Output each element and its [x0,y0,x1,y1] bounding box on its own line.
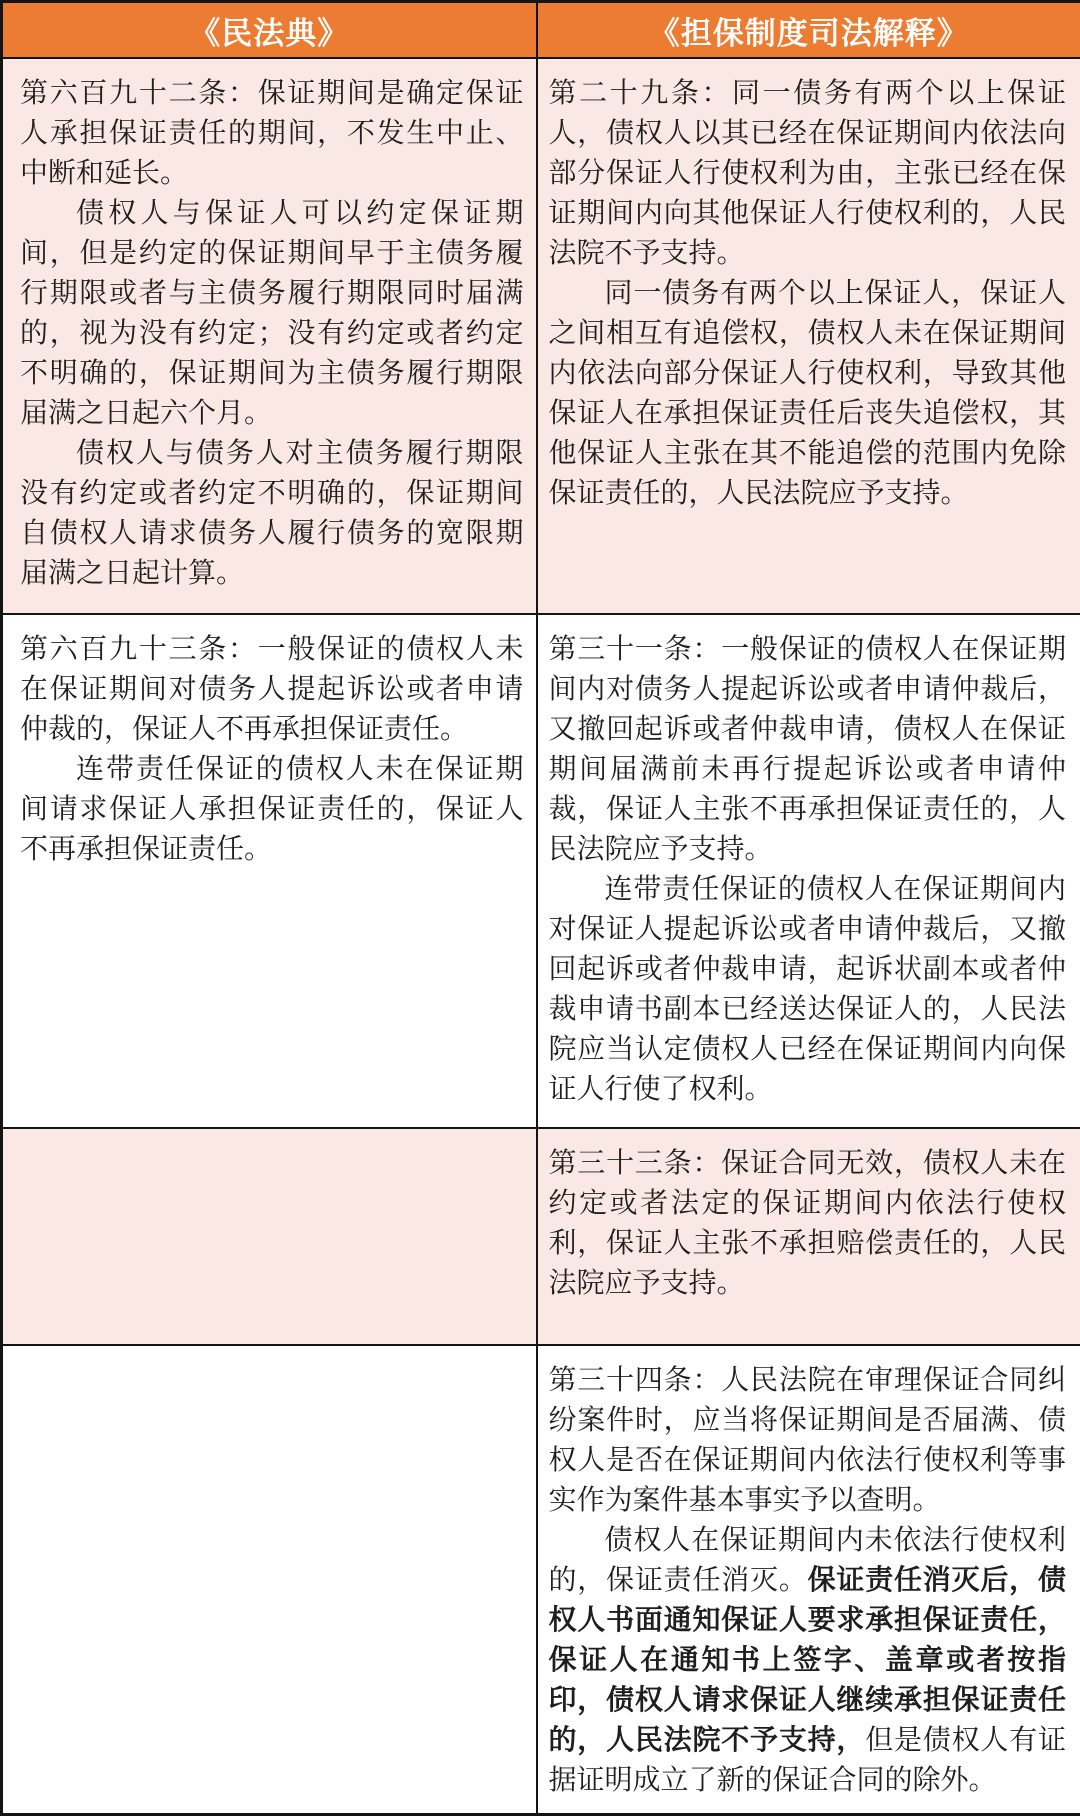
table-row-guarantee-period [2,58,1080,614]
law-paragraph [20,749,524,869]
text-segment: 同一债务有两个以上保证人，保证人之间相互有追偿权，债权人未在保证期间内依法向部分保证人行使权利，导致其他保证人在承担保证责任后丧失追偿权，其他保证人主张在其不能追偿的范围内免除保证责任的，人民法院应予支持。 [549,276,1067,509]
text-segment: 连带责任保证的债权人未在保证期间请求保证人承担保证责任的，保证人不再承担保证责任。 [20,752,524,865]
cell-empty-left-3 [2,1128,537,1345]
cell-article-34 [537,1345,1080,1815]
law-paragraph [549,1143,1067,1303]
bold-text-segment: 保证责任消灭后，债权人书面通知保证人要求承担保证责任，保证人在通知书上签字、盖章或者按指印，债权人请求保证人继续承担保证责任的，人民法院不予支持， [549,1563,1067,1756]
text-segment: 第三十三条：保证合同无效，债权人未在约定或者法定的保证期间内依法行使权利，保证人主张不承担赔偿责任的，人民法院应予支持。 [549,1146,1067,1299]
table-row-invalid-contract [2,1128,1080,1345]
law-paragraph [20,433,524,593]
text-segment: 第二十九条：同一债务有两个以上保证人，债权人以其已经在保证期间内依法向部分保证人行使权利为由，主张已经在保证期间内向其他保证人行使权利的，人民法院不予支持。 [549,76,1067,269]
table-row-court-review [2,1345,1080,1815]
text-segment: 第三十四条：人民法院在审理保证合同纠纷案件时，应当将保证期间是否届满、债权人是否在保证期间内依法行使权利等事实作为案件基本事实予以查明。 [549,1363,1067,1516]
header-row [2,2,1080,59]
law-paragraph [549,1360,1067,1520]
cell-article-692 [2,58,537,614]
law-paragraph [20,73,524,193]
header-guarantee-judicial-interpretation: 《担保制度司法解释》 [537,2,1080,59]
text-segment: 第六百九十三条：一般保证的债权人未在保证期间对债务人提起诉讼或者申请仲裁的，保证人不再承担保证责任。 [20,632,524,745]
cell-article-33 [537,1128,1080,1345]
text-segment: 第六百九十二条：保证期间是确定保证人承担保证责任的期间，不发生中止、中断和延长。 [20,76,524,189]
law-paragraph [20,629,524,749]
text-segment: 债权人与保证人可以约定保证期间，但是约定的保证期间早于主债务履行期限或者与主债务履行期限同时届满的，视为没有约定；没有约定或者约定不明确的，保证期间为主债务履行期限届满之日起六个月。 [20,196,524,429]
text-segment: 债权人在保证期间内未依法行使权利的，保证责任消灭。 [549,1523,1067,1596]
cell-empty-left-4 [2,1345,537,1815]
law-paragraph [549,629,1067,869]
cell-article-693 [2,614,537,1128]
header-civil-code: 《民法典》 [2,2,537,59]
law-paragraph [549,869,1067,1109]
cell-article-29 [537,58,1080,614]
text-segment: 债权人与债务人对主债务履行期限没有约定或者约定不明确的，保证期间自债权人请求债务人履行债务的宽限期届满之日起计算。 [20,436,524,589]
law-paragraph [549,1520,1067,1800]
cell-article-31 [537,614,1080,1128]
law-paragraph [20,193,524,433]
text-segment: 但是债权人有证据证明成立了新的保证合同的除外。 [549,1723,1066,1796]
law-paragraph [549,273,1067,513]
text-segment: 第三十一条：一般保证的债权人在保证期间内对债务人提起诉讼或者申请仲裁后，又撤回起诉或者仲裁申请，债权人在保证期间届满前未再行提起诉讼或者申请仲裁，保证人主张不再承担保证责任的，人民法院应予支持。 [549,632,1067,865]
law-paragraph [549,73,1067,273]
table-row-claims-in-period [2,614,1080,1128]
text-segment: 连带责任保证的债权人在保证期间内对保证人提起诉讼或者申请仲裁后，又撤回起诉或者仲裁申请，起诉状副本或者仲裁申请书副本已经送达保证人的，人民法院应当认定债权人已经在保证期间内向保证人行使了权利。 [549,872,1067,1105]
